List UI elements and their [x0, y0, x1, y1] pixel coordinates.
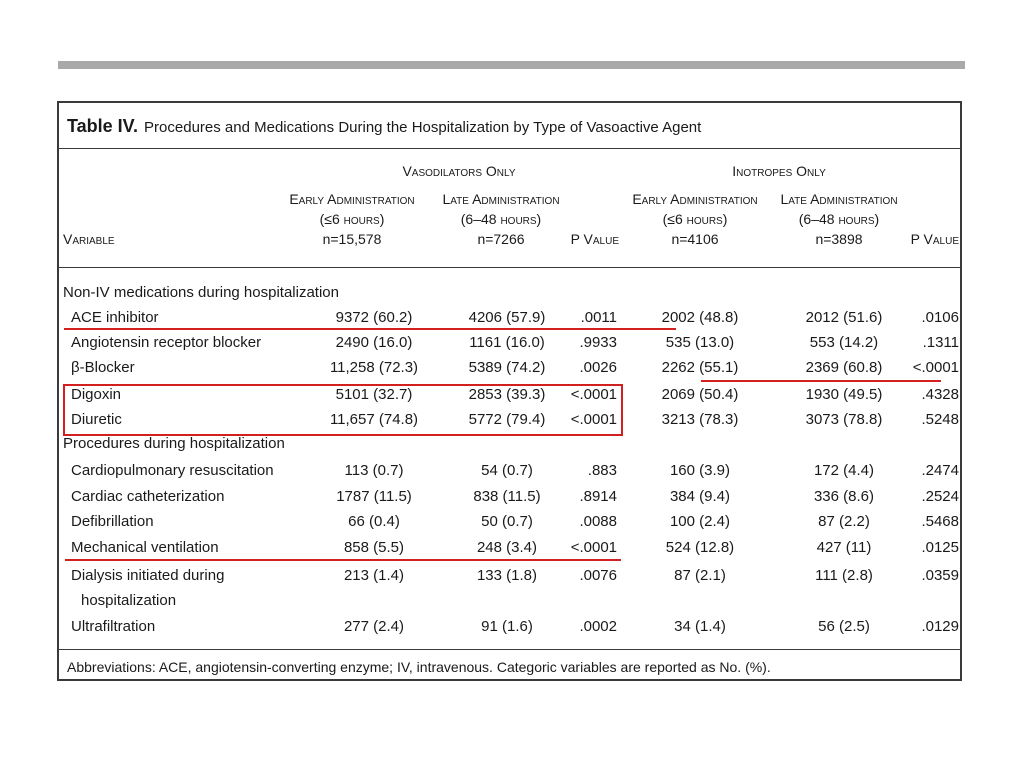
cell-vaso-early: 213 (1.4) [343, 567, 405, 584]
cell-vaso-pvalue: .0011 [580, 309, 617, 326]
col-header-label: Late Administration [442, 191, 560, 207]
table-row [59, 458, 960, 483]
section-title-medications: Non-IV medications during hospitalization [63, 284, 339, 301]
cell-vaso-pvalue: .0026 [579, 359, 617, 376]
table-row [59, 614, 960, 639]
table-row-continuation [59, 588, 960, 613]
cell-vaso-late: 1161 (16.0) [469, 334, 545, 351]
cell-ino-pvalue: .0129 [921, 618, 959, 635]
row-variable: Mechanical ventilation [71, 539, 219, 556]
cell-ino-early: 87 (2.1) [674, 567, 726, 584]
table-row [59, 355, 960, 380]
col-header-n: n=7266 [477, 231, 525, 247]
cell-vaso-pvalue: <.0001 [570, 539, 617, 556]
cell-ino-early: 524 (12.8) [665, 539, 735, 556]
cell-vaso-late: 5772 (79.4) [468, 411, 546, 428]
cell-vaso-pvalue: .0088 [579, 513, 617, 530]
cell-vaso-late: 248 (3.4) [476, 539, 538, 556]
group-header-inotropes: Inotropes Only [732, 163, 826, 179]
row-variable: Digoxin [71, 386, 122, 403]
cell-ino-late: 2012 (51.6) [805, 309, 883, 326]
cell-vaso-pvalue: .9933 [579, 334, 617, 351]
cell-vaso-late: 50 (0.7) [481, 513, 533, 530]
col-header-variable: Variable [63, 231, 115, 247]
cell-ino-early: 2262 (55.1) [661, 359, 739, 376]
col-header-label: Late Administration [780, 191, 898, 207]
cell-vaso-pvalue: <.0001 [570, 411, 617, 428]
cell-ino-pvalue: .2524 [921, 488, 959, 505]
cell-ino-early: 2069 (50.4) [661, 386, 739, 403]
table-row [59, 563, 960, 588]
cell-ino-pvalue: .5248 [921, 411, 959, 428]
col-header-window: (6–48 hours) [798, 211, 880, 227]
cell-vaso-early: 1787 (11.5) [336, 488, 412, 505]
annotation-underline-ventilation [65, 559, 621, 561]
row-variable-continued: hospitalization [81, 592, 177, 609]
cell-vaso-pvalue: .0002 [579, 618, 617, 635]
cell-vaso-late: 54 (0.7) [481, 462, 533, 479]
col-header-window: (≤6 hours) [319, 211, 385, 227]
section-title-procedures: Procedures during hospitalization [63, 435, 285, 452]
cell-ino-pvalue: .0106 [921, 309, 959, 326]
cell-ino-late: 336 (8.6) [813, 488, 875, 505]
col-header-label: Early Administration [632, 191, 758, 207]
cell-ino-early: 384 (9.4) [669, 488, 731, 505]
col-header-ino-pvalue: P Value [910, 231, 959, 247]
cell-ino-early: 100 (2.4) [669, 513, 731, 530]
table-row [59, 535, 960, 560]
group-header-vasodilators: Vasodilators Only [402, 163, 516, 179]
cell-vaso-early: 9372 (60.2) [335, 309, 413, 326]
col-header-vaso-pvalue: P Value [570, 231, 619, 247]
cell-vaso-pvalue: .8914 [579, 488, 617, 505]
col-header-vaso-late [431, 189, 571, 249]
cell-ino-pvalue: .5468 [921, 513, 959, 530]
table-title [59, 103, 960, 149]
cell-ino-late: 172 (4.4) [813, 462, 875, 479]
cell-vaso-late: 5389 (74.2) [468, 359, 546, 376]
annotation-underline-beta-blocker [701, 380, 941, 382]
cell-vaso-late: 133 (1.8) [476, 567, 538, 584]
cell-ino-late: 427 (11) [816, 539, 872, 556]
row-variable: Cardiopulmonary resuscitation [71, 462, 274, 479]
table-footnote: Abbreviations: ACE, angiotensin-converting enzyme; IV, intravenous. Categoric variables are reported as No. (%). [67, 659, 771, 675]
row-variable: Cardiac catheterization [71, 488, 225, 505]
row-variable: ACE inhibitor [71, 309, 159, 326]
cell-ino-pvalue: .4328 [921, 386, 959, 403]
col-header-ino-early [625, 189, 765, 249]
col-header-window: (6–48 hours) [460, 211, 542, 227]
cell-ino-late: 56 (2.5) [818, 618, 870, 635]
cell-ino-early: 2002 (48.8) [661, 309, 739, 326]
cell-ino-pvalue: .0359 [921, 567, 959, 584]
col-header-ino-late [769, 189, 909, 249]
row-variable: Diuretic [71, 411, 122, 428]
cell-vaso-late: 91 (1.6) [481, 618, 533, 635]
table-row [59, 305, 960, 330]
cell-vaso-early: 66 (0.4) [348, 513, 400, 530]
cell-vaso-early: 11,258 (72.3) [329, 359, 419, 376]
annotation-underline-ace [64, 328, 676, 330]
row-variable: β-Blocker [71, 359, 135, 376]
col-header-n: n=4106 [671, 231, 719, 247]
cell-ino-pvalue: .2474 [921, 462, 959, 479]
cell-vaso-late: 838 (11.5) [473, 488, 541, 505]
cell-vaso-pvalue: .883 [587, 462, 617, 479]
col-header-window: (≤6 hours) [662, 211, 728, 227]
table-title-lead: Table IV. [67, 116, 139, 136]
row-variable: Angiotensin receptor blocker [71, 334, 262, 351]
cell-vaso-early: 11,657 (74.8) [329, 411, 419, 428]
cell-vaso-late: 4206 (57.9) [468, 309, 546, 326]
top-divider-bar [58, 61, 965, 69]
cell-ino-late: 3073 (78.8) [805, 411, 883, 428]
row-variable: Ultrafiltration [71, 618, 156, 635]
table-row [59, 484, 960, 509]
col-header-n: n=15,578 [322, 231, 382, 247]
header-divider [59, 267, 960, 268]
col-header-vaso-early [277, 189, 427, 249]
cell-vaso-early: 277 (2.4) [343, 618, 405, 635]
table-row [59, 330, 960, 355]
cell-vaso-early: 2490 (16.0) [335, 334, 413, 351]
cell-ino-late: 553 (14.2) [809, 334, 879, 351]
cell-ino-late: 2369 (60.8) [805, 359, 883, 376]
cell-ino-pvalue: <.0001 [912, 359, 959, 376]
cell-ino-late: 1930 (49.5) [805, 386, 883, 403]
cell-ino-late: 87 (2.2) [818, 513, 870, 530]
row-variable: Dialysis initiated during [71, 567, 225, 584]
cell-vaso-late: 2853 (39.3) [468, 386, 546, 403]
col-header-label: Early Administration [289, 191, 415, 207]
cell-ino-pvalue: .1311 [922, 334, 959, 351]
row-variable: Defibrillation [71, 513, 154, 530]
cell-ino-early: 160 (3.9) [669, 462, 731, 479]
cell-vaso-early: 5101 (32.7) [335, 386, 413, 403]
table-row [59, 509, 960, 534]
cell-vaso-early: 858 (5.5) [343, 539, 405, 556]
cell-vaso-early: 113 (0.7) [344, 462, 404, 479]
annotation-box-digoxin-diuretic [63, 384, 623, 436]
footnote-divider [59, 649, 960, 650]
cell-vaso-pvalue: .0076 [579, 567, 617, 584]
cell-ino-early: 3213 (78.3) [661, 411, 739, 428]
col-header-n: n=3898 [815, 231, 863, 247]
cell-ino-late: 111 (2.8) [815, 567, 873, 584]
table-iv [57, 101, 962, 681]
cell-ino-early: 34 (1.4) [674, 618, 726, 635]
table-title-text: Procedures and Medications During the Hospitalization by Type of Vasoactive Agent [144, 119, 702, 136]
cell-ino-pvalue: .0125 [921, 539, 959, 556]
cell-vaso-pvalue: <.0001 [570, 386, 617, 403]
cell-ino-early: 535 (13.0) [665, 334, 735, 351]
